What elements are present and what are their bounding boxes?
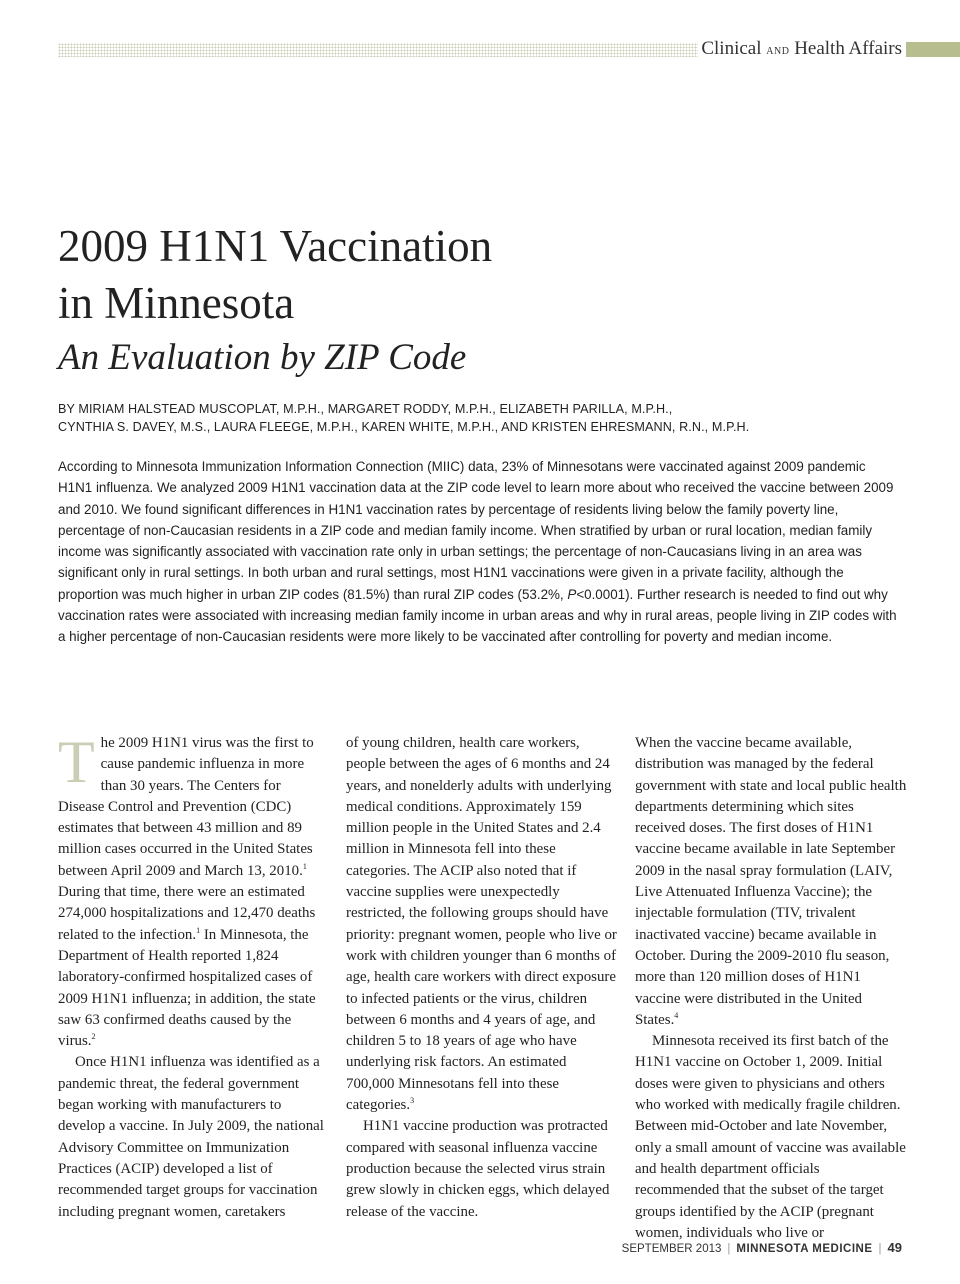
- author-byline: [58, 400, 918, 436]
- col2-text-a: of young children, health care workers, people between the ages of 6 months and 24 years, and nonelderly adults with underlying medical conditions. Approximately 159 million people in the United States and 2.4 million in Minnesota fell into these categories. The ACIP also noted that if vaccine supplies were unexpectedly restricted, the following groups should have priority: pregnant women, people who live or work with children younger than 6 months of age, health care workers with direct exposure to infected patients or the virus, children between 6 months and 4 years of age, and children 5 to 18 years of age who have underlying risk factors. An estimated 700,000 Minnesotans fell into these categories.: [346, 735, 617, 1114]
- header-dot-pattern: [58, 43, 698, 57]
- header-accent-bar: [906, 42, 960, 57]
- col3-paragraph-1: [635, 733, 907, 1031]
- footer-separator: |: [727, 1243, 731, 1255]
- citation-ref: 4: [674, 1010, 679, 1020]
- col2-paragraph-2: H1N1 vaccine production was protracted compared with seasonal influenza vaccine production because the selected virus strain grew slowly in chicken eggs, which delayed release of the vaccine.: [346, 1118, 610, 1220]
- abstract-text-2: <0.0001). Further research is needed to find out why vaccination rates were associated with increasing median family income in urban areas and why in rural areas, people living in ZIP codes with a higher percentage of non-Caucasian residents were more likely to be vaccinated after controlling for poverty and median income.: [58, 586, 897, 645]
- article-title: [58, 218, 918, 332]
- col3-paragraph-2: Minnesota received its first batch of the H1N1 vaccine on October 1, 2009. Initial doses were given to physicians and others who worked with medically fragile children. Between mid-October and late November, only a small amount of vaccine was available and health department officials recommended that the subset of the target groups identified by the ACIP (pregnant women, individuals who live or: [635, 1033, 906, 1241]
- col1-text-c: In Minnesota, the Department of Health reported 1,824 laboratory-confirmed hospitalized cases of 2009 H1N1 influenza; in addition, the state saw 63 confirmed deaths caused by the virus.: [58, 926, 316, 1050]
- authors-line-1: BY MIRIAM HALSTEAD MUSCOPLAT, M.P.H., MARGARET RODDY, M.P.H., ELIZABETH PARILLA, M.P.H.,: [58, 402, 673, 416]
- journal-name: MINNESOTA MEDICINE: [736, 1243, 873, 1255]
- abstract-p-value-symbol: P: [567, 586, 577, 602]
- article-subtitle: An Evaluation by ZIP Code: [58, 337, 467, 378]
- page-footer: [622, 1240, 902, 1255]
- citation-ref: 2: [91, 1032, 96, 1042]
- col1-text-a: he 2009 H1N1 virus was the first to cause pandemic influenza in more than 30 years. The Centers for Disease Control and Prevention (CDC) estimates that between 43 million and 89 million cases occurred in the United States between April 2009 and March 13, 2010.: [58, 735, 314, 879]
- citation-ref: 1: [196, 925, 201, 935]
- col3-text-a: When the vaccine became available, distribution was managed by the federal government with state and local public health departments determining which sites received doses. The first doses of H1N1 vaccine became available in late September 2009 in the nasal spray formulation (LAIV, Live Attenuated Influenza Vaccine); the injectable formulation (TIV, trivalent inactivated vaccine) became available in October. During the 2009-2010 flu season, more than 120 million doses of H1N1 vaccine were distributed in the United States.: [635, 735, 907, 1028]
- body-column-3: [635, 733, 907, 1244]
- drop-cap: T: [58, 729, 95, 795]
- abstract-text-1: According to Minnesota Immunization Information Connection (MIIC) data, 23% of Minnesotans were vaccinated against 2009 pandemic H1N1 influenza. We analyzed 2009 H1N1 vaccination data at the ZIP code level to learn more about who received the vaccine between 2009 and 2010. We found significant differences in H1N1 vaccination rates by percentage of residents living below the family poverty line, percentage of non-Caucasian residents in a ZIP code and median family income. When stratified by urban or rural location, median family income was significantly associated with vaccination rate only in urban settings; the percentage of non-Caucasians living in an area was significant only in rural settings. In both urban and rural settings, most H1N1 vaccinations were given in a private facility, although the proportion was much higher in urban ZIP codes (81.5%) than rural ZIP codes (53.2%,: [58, 459, 894, 602]
- body-column-2: [346, 733, 618, 1223]
- authors-line-2: CYNTHIA S. DAVEY, M.S., LAURA FLEEGE, M.P.H., KAREN WHITE, M.P.H., AND KRISTEN EHRESMANN, R.N., M.P.H.: [58, 420, 750, 434]
- abstract: [58, 456, 898, 648]
- citation-ref: 3: [410, 1096, 415, 1106]
- col2-paragraph-1: [346, 733, 618, 1116]
- section-title-part1: Clinical: [701, 38, 762, 59]
- page-header: [58, 40, 960, 60]
- footer-separator: |: [878, 1243, 882, 1255]
- section-title-part2: Health Affairs: [794, 38, 902, 59]
- section-title-and: AND: [766, 46, 790, 57]
- section-title: [701, 38, 902, 60]
- page-number: 49: [887, 1240, 902, 1255]
- col1-paragraph-1: [58, 729, 330, 1052]
- title-line-2: in Minnesota: [58, 278, 295, 328]
- title-line-1: 2009 H1N1 Vaccination: [58, 221, 493, 271]
- citation-ref: 1: [302, 861, 307, 871]
- col1-paragraph-2: Once H1N1 influenza was identified as a pandemic threat, the federal government began working with manufacturers to develop a vaccine. In July 2009, the national Advisory Committee on Immunization Practices (ACIP) developed a list of recommended target groups for vaccination including pregnant women, caretakers: [58, 1054, 324, 1220]
- col1-text-b: During that time, there were an estimated 274,000 hospitalizations and 12,470 deaths related to the infection.: [58, 884, 316, 943]
- issue-date: SEPTEMBER 2013: [621, 1243, 722, 1255]
- body-column-1: [58, 729, 330, 1223]
